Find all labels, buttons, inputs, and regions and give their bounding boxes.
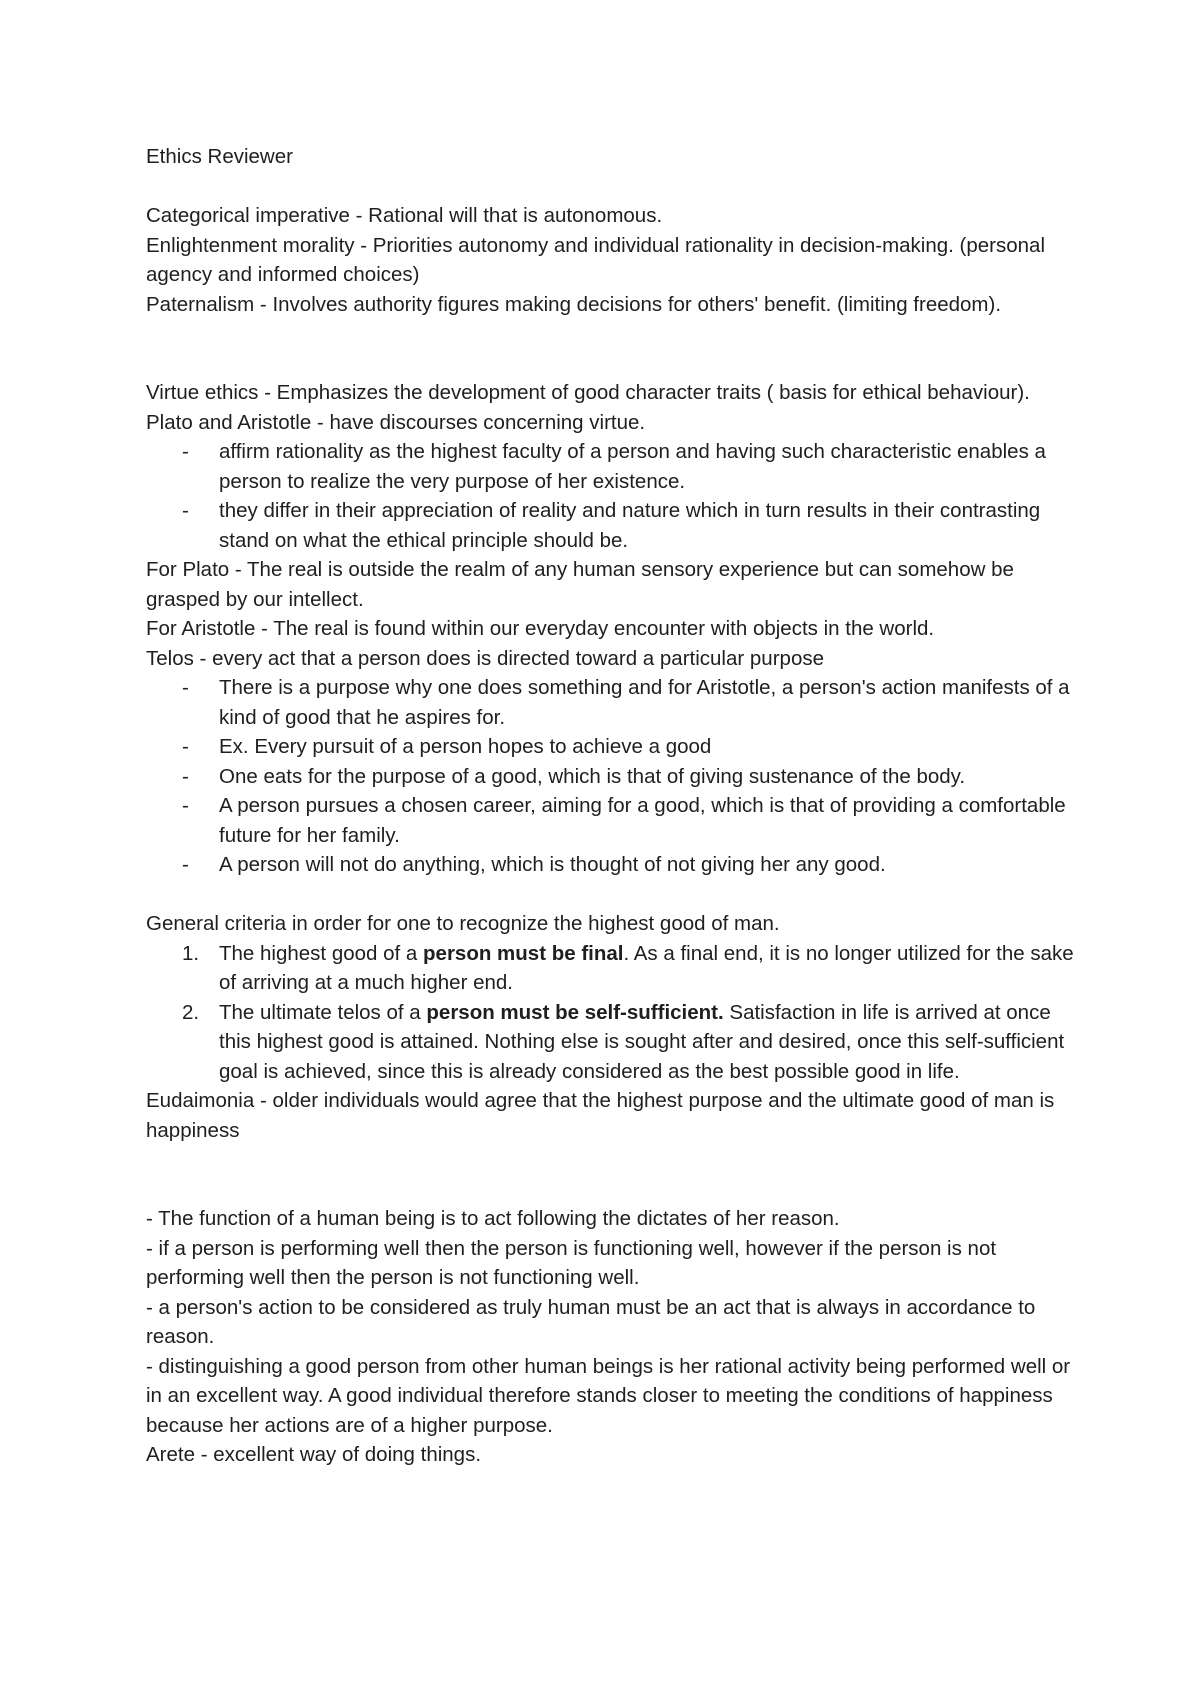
list-item [146,998,1086,1087]
dash-marker: - [182,499,189,522]
list-item-text: There is a purpose why one does something and for Aristotle, a person's action manifests of a kind of good that he aspires for. [219,676,1070,729]
spacer [146,880,1086,910]
spacer [146,319,1086,378]
dash-marker: - [182,735,189,758]
aristotle-definition: For Aristotle - The real is found within our everyday encounter with objects in the world. [146,617,935,640]
list-item-text: they differ in their appreciation of reality and nature which in turn results in their contrasting stand on what the ethical principle should be. [219,499,1041,552]
definition-categorical-imperative: Categorical imperative - Rational will that is autonomous. [146,204,663,227]
list-item-text-end: Satisfaction in life is arrived at once this highest good is attained. Nothing else is sought after and desired, once this self-sufficient goal is achieved, since this is already considered as the best possible good in life. [219,1000,1065,1083]
arete-definition: Arete - excellent way of doing things. [146,1443,482,1466]
list-item-text: affirm rationality as the highest faculty of a person and having such characteristic enables a person to realize the very purpose of her existence. [219,440,1046,493]
dash-marker: - [182,764,189,788]
bold-emphasis: person must be self-sufficient. [426,1000,724,1024]
spacer [146,172,1086,202]
function-line: - a person's action to be considered as truly human must be an act that is always in accordance to reason. [146,1295,1036,1348]
list-item [146,762,1086,792]
spacer [146,1145,1086,1204]
dash-marker: - [182,440,189,463]
list-item-text: A person pursues a chosen career, aiming for a good, which is that of providing a comfortable future for her family. [219,794,1066,847]
telos-definition: Telos - every act that a person does is directed toward a particular purpose [146,646,824,670]
list-item-text: A person will not do anything, which is thought of not giving her any good. [219,853,886,876]
list-item-text: Ex. Every pursuit of a person hopes to achieve a good [219,735,712,758]
document-title: Ethics Reviewer [146,145,293,168]
list-item [146,850,1086,880]
list-item [146,496,1086,555]
dash-marker: - [182,676,189,699]
number-marker: 2. [182,1000,200,1024]
number-marker: 1. [182,941,200,965]
plato-definition: For Plato - The real is outside the realm of any human sensory experience but can somehow be grasped by our intellect. [146,558,1014,611]
list-item [146,732,1086,762]
bold-emphasis: person must be final [423,941,624,965]
criteria-numbered-list [146,939,1086,1087]
list-item [146,791,1086,850]
eudaimonia-definition: Eudaimonia - older individuals would agree that the highest purpose and the ultimate good of man is happiness [146,1089,1055,1142]
telos-bullet-list [146,673,1086,880]
list-item [146,939,1086,998]
plato-aristotle-line: Plato and Aristotle - have discourses concerning virtue. [146,410,646,434]
function-line: - if a person is performing well then the person is functioning well, however if the person is not performing well then the person is not functioning well. [146,1236,997,1289]
criteria-intro: General criteria in order for one to recognize the highest good of man. [146,912,780,935]
function-line: - The function of a human being is to act following the dictates of her reason. [146,1207,840,1230]
list-item-text-start: The ultimate telos of a [219,1000,427,1024]
virtue-bullet-list [146,437,1086,555]
list-item-text-start: The highest good of a [219,941,424,965]
dash-marker: - [182,794,189,817]
list-item-text-end: . As a final end, it is no longer utilized for the sake of arriving at a much higher end. [219,941,1074,994]
document-page [146,142,1086,1470]
definition-enlightenment-morality: Enlightenment morality - Priorities autonomy and individual rationality in decision-making. (personal agency and informed choices) [146,233,1046,286]
function-line: - distinguishing a good person from other human beings is her rational activity being performed well or in an excellent way. A good individual therefore stands closer to meeting the conditions of happiness because her actions are of a higher purpose. [146,1354,1071,1437]
dash-marker: - [182,853,189,876]
definition-virtue-ethics: Virtue ethics - Emphasizes the development of good character traits ( basis for ethical behaviour). [146,381,1030,404]
list-item-text: One eats for the purpose of a good, which is that of giving sustenance of the body. [219,764,966,788]
list-item [146,437,1086,496]
list-item [146,673,1086,732]
definition-paternalism: Paternalism - Involves authority figures making decisions for others' benefit. (limiting freedom). [146,292,1002,316]
